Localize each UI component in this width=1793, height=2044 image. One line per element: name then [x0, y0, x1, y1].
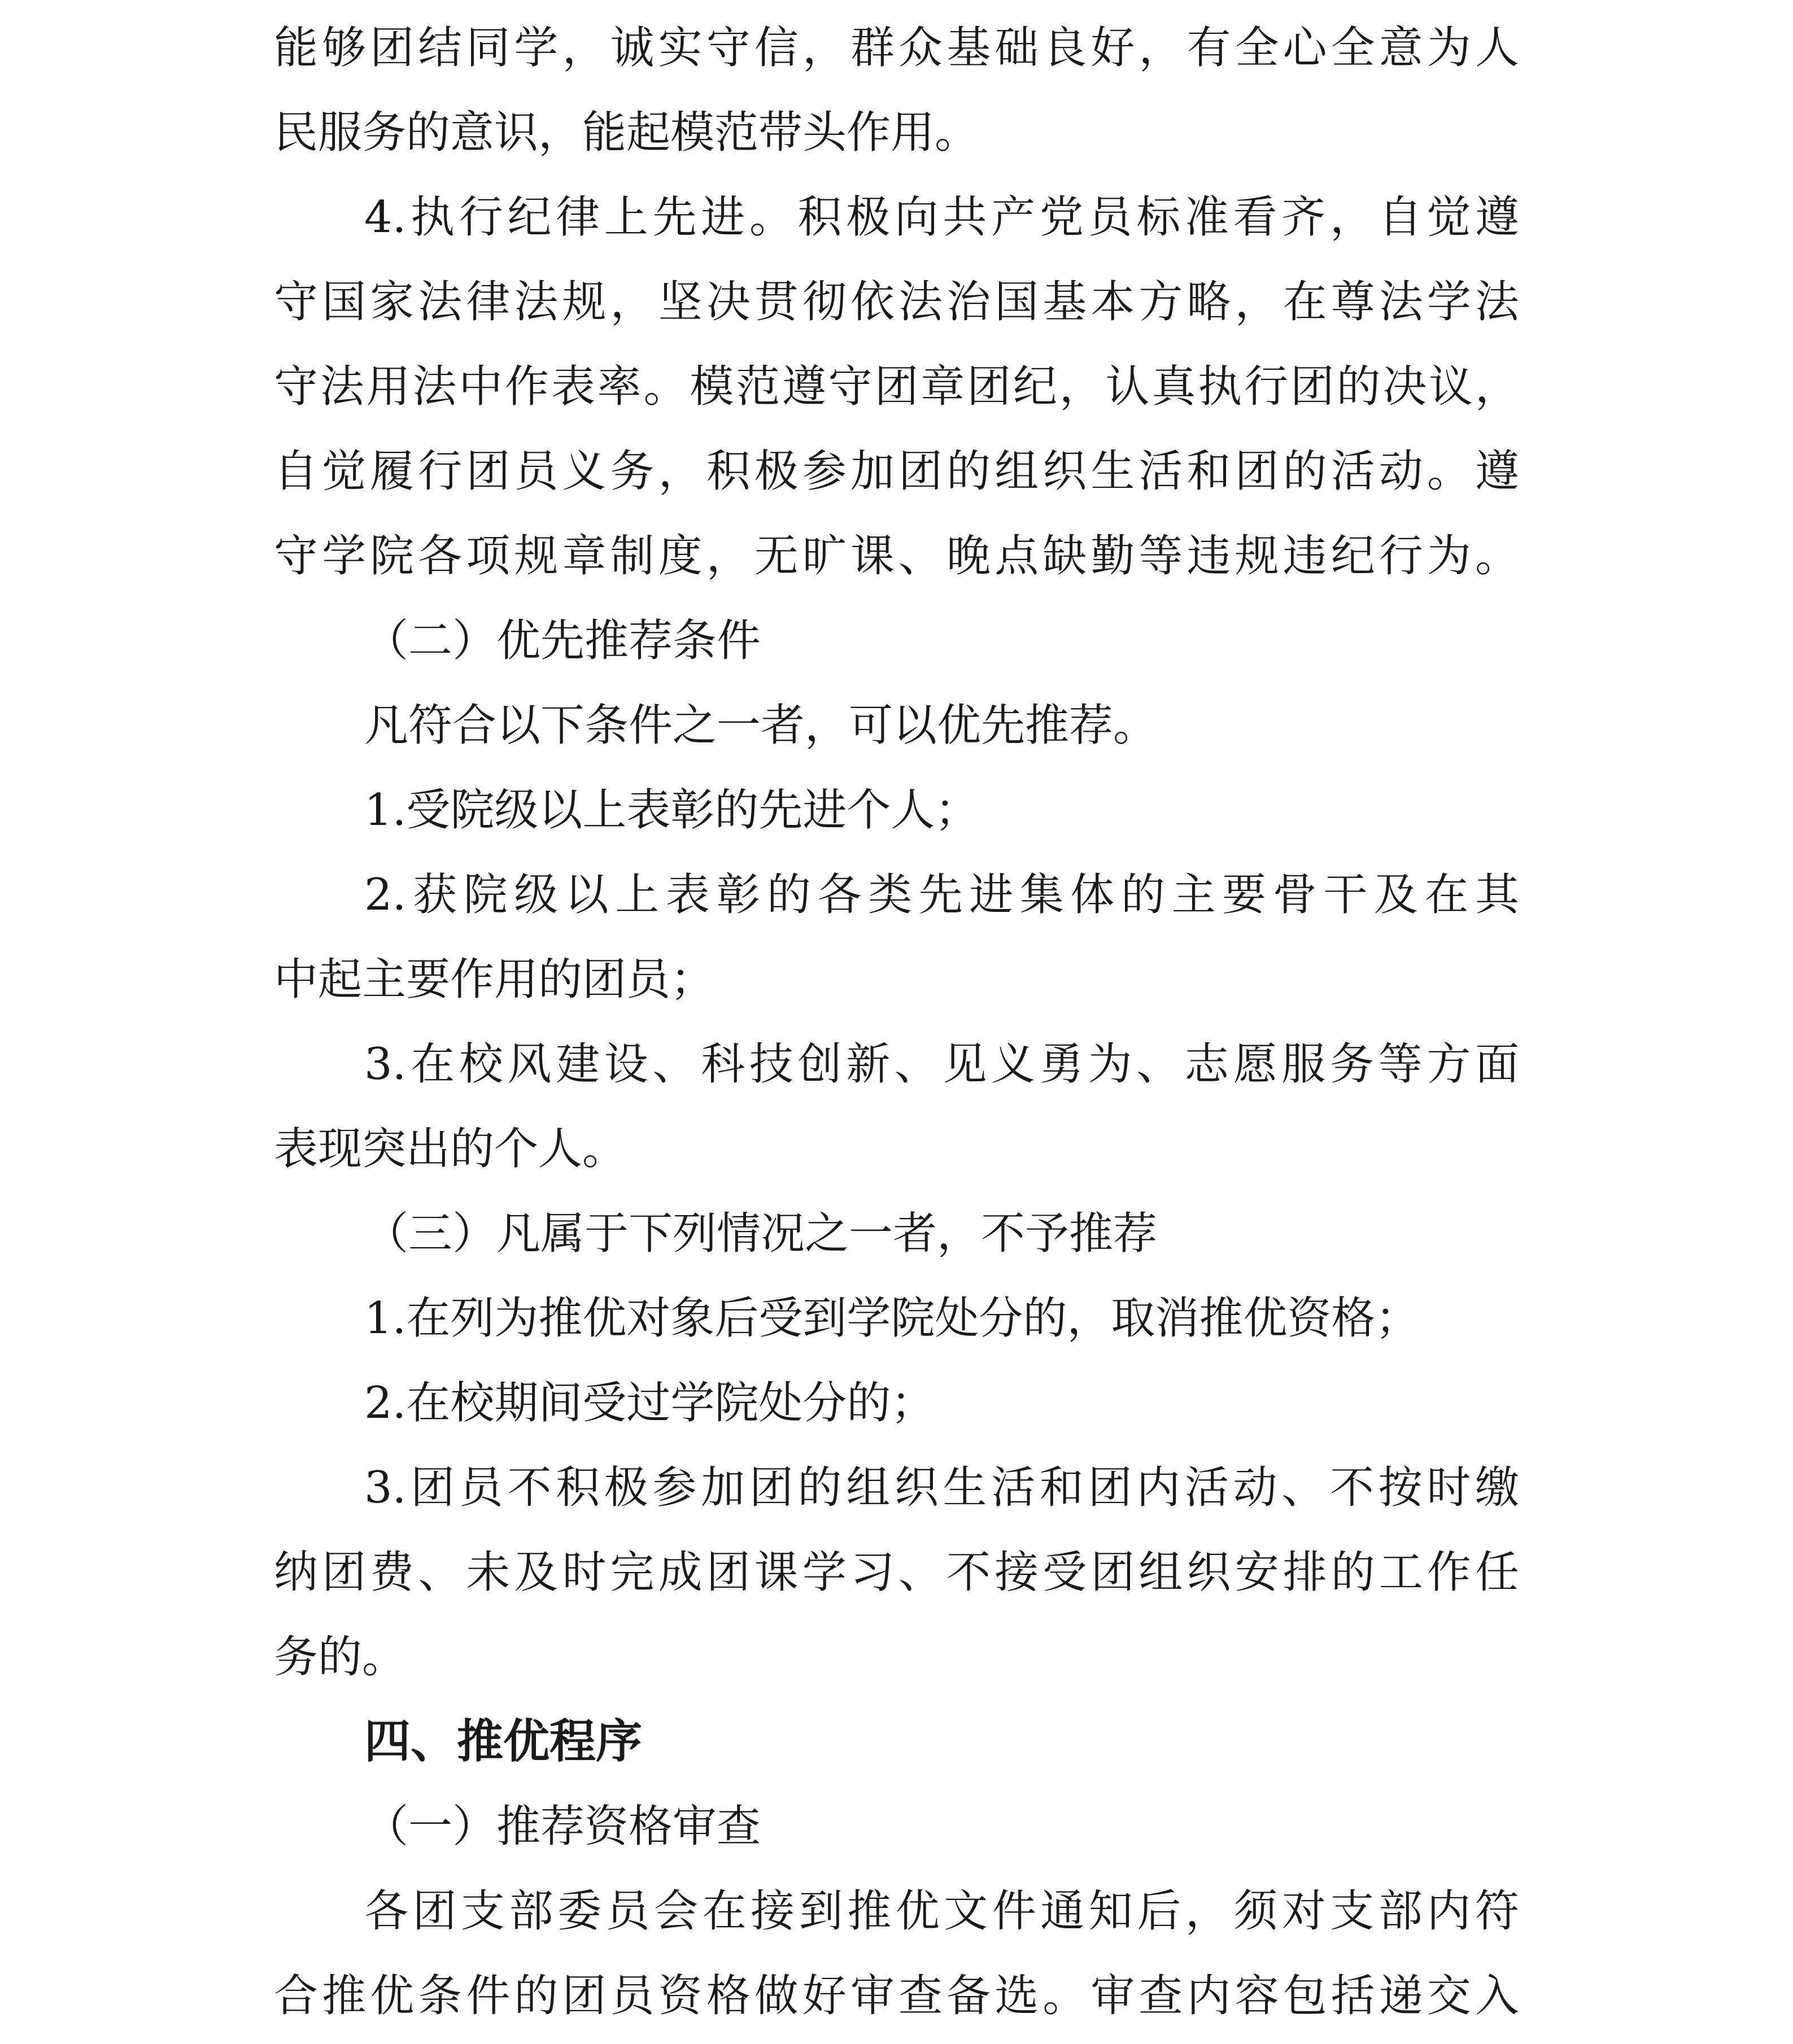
document-page [274, 6, 1519, 2038]
section-heading: 四、推优程序 [364, 1715, 643, 1768]
list-item: 3.在校风建设、科技创新、见义勇为、志愿服务等方面 [364, 1039, 1519, 1090]
paragraph-line: 守学院各项规章制度，无旷课、晚点缺勤等违规违纪行为。 [274, 531, 1519, 582]
section-subheading: （一）推荐资格审查 [364, 1801, 761, 1852]
paragraph-line: 守国家法律法规，坚决贯彻依法治国基本方略，在尊法学法 [274, 277, 1519, 327]
list-item-continuation: 中起主要作用的团员； [274, 954, 715, 1005]
paragraph-line: 合推优条件的团员资格做好审查备选。审查内容包括递交入 [274, 1971, 1519, 2021]
paragraph-line: 凡符合以下条件之一者，可以优先推荐。 [364, 700, 1158, 751]
paragraph-line: 守法用法中作表率。模范遵守团章团纪，认真执行团的决议， [274, 361, 1519, 412]
list-item: 1.受院级以上表彰的先进个人； [364, 785, 979, 836]
paragraph-line: 各团支部委员会在接到推优文件通知后，须对支部内符 [364, 1886, 1519, 1937]
list-item-continuation: 表现突出的个人。 [274, 1124, 627, 1174]
list-item: 2.获院级以上表彰的各类先进集体的主要骨干及在其 [364, 870, 1519, 920]
list-item: 3.团员不积极参加团的组织生活和团内活动、不按时缴 [364, 1462, 1519, 1513]
paragraph-line: 自觉履行团员义务，积极参加团的组织生活和团的活动。遵 [274, 446, 1519, 497]
list-item-continuation: 纳团费、未及时完成团课学习、不接受团组织安排的工作任 [274, 1547, 1519, 1598]
list-item: 2.在校期间受过学院处分的； [364, 1378, 935, 1429]
list-item-continuation: 务的。 [274, 1632, 407, 1683]
section-subheading: （三）凡属于下列情况之一者，不予推荐 [364, 1208, 1158, 1259]
paragraph-line: 民服务的意识，能起模范带头作用。 [274, 107, 979, 158]
list-item: 1.在列为推优对象后受到学院处分的，取消推优资格； [364, 1293, 1420, 1344]
paragraph-line: 4.执行纪律上先进。积极向共产党员标准看齐，自觉遵 [364, 192, 1519, 243]
section-subheading: （二）优先推荐条件 [364, 615, 761, 666]
paragraph-line: 能够团结同学，诚实守信，群众基础良好，有全心全意为人 [274, 23, 1519, 73]
